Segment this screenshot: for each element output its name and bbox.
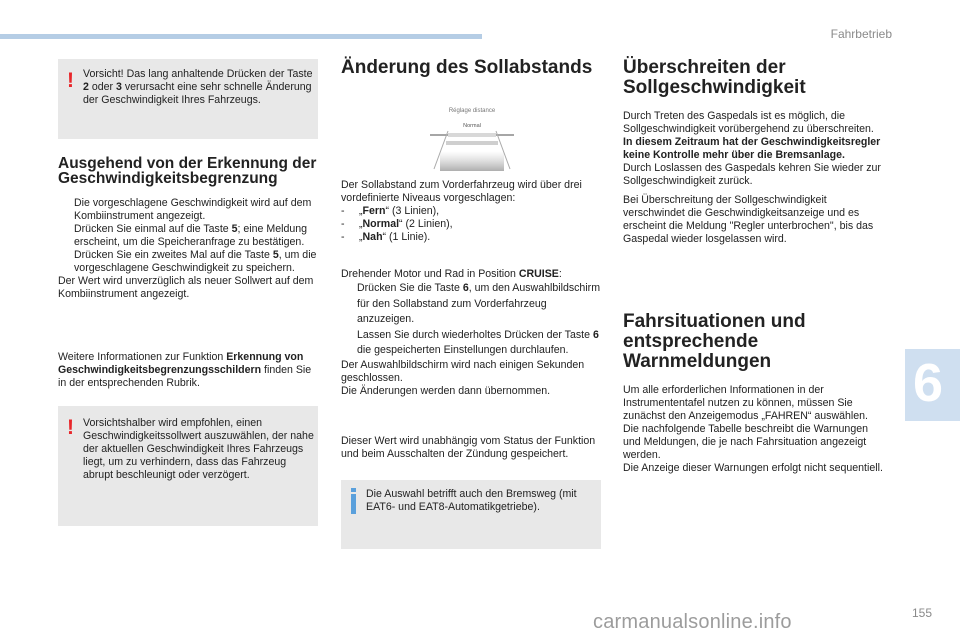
chapter-number: 6 — [913, 353, 944, 413]
exceed-speed-text: Durch Treten des Gaspedals ist es möglich, die Sollgeschwindigkeit vorübergehend zu überschreiten. In diesem Zeitraum hat der Geschwindigkeitsregler keine Kontrolle mehr über die Bremsanlage. Durch Loslassen des Gaspedals kehren Sie wieder zur Sollgeschwindigkeit zurück. Bei Überschreitung der Sollgeschwindigkeit verschwindet die Geschwindigkeitsanzeige und es erscheint die Meldung "Regler unterbrochen", bis das Gaspedal wieder losgelassen wird. — [623, 110, 881, 245]
list-item: Drücken Sie ein zweites Mal auf die Taste 5, um die vorgeschlagene Geschwindigkeit zu speichern. — [74, 249, 317, 274]
warning-icon: ! — [67, 69, 74, 92]
watermark: carmanualsonline.info — [593, 611, 792, 633]
section-title: Fahrbetrieb — [830, 27, 892, 41]
warning-box-precaution — [58, 406, 318, 526]
distance-intro: Der Sollabstand zum Vorderfahrzeug wird über drei vordefinierte Niveaus vorgeschlagen: - „Fern“ (3 Linien), - „Normal“ (2 Linien), - „Nah“ (1 Linie). — [341, 179, 596, 244]
distance-independent: Dieser Wert wird unabhängig vom Status der Funktion und beim Ausschalten der Zündung gespeichert. — [341, 435, 596, 460]
chapter-tab — [905, 349, 960, 421]
distance-procedure: Drehender Motor und Rad in Position CRUISE: Drücken Sie die Taste 6, um den Auswahlbildschirm für den Sollabstand zum Vorderfahrzeug anzuzeigen. Lassen Sie durch wiederholtes Drücken der Taste 6 die gespeicherten Einstellungen durchlaufen. Der Auswahlbildschirm wird nach einigen Sekunden geschlossen. Die Änderungen werden dann übernommen. — [341, 268, 603, 398]
warning-text: Vorsicht! Das lang anhaltende Drücken der Taste 2 oder 3 verursacht eine sehr schnelle Änderung der Geschwindigkeit Ihres Fahrzeugs. — [83, 68, 313, 106]
info-text: Die Auswahl betrifft auch den Bremsweg (mit EAT6- und EAT8-Automatikgetriebe). — [366, 488, 577, 513]
info-box-braking — [341, 480, 601, 549]
info-icon — [351, 494, 356, 514]
warning-box-long-press — [58, 59, 318, 139]
distance-setting-screen — [418, 103, 526, 175]
more-info-paragraph: Weitere Informationen zur Funktion Erkennung von Geschwindigkeitsbegrenzungsschildern finden Sie in der entsprechenden Rubrik. — [58, 351, 312, 389]
screen-mode: Normal — [463, 123, 481, 129]
distance-setting-illustration — [418, 103, 526, 175]
warning-text: Vorsichtshalber wird empfohlen, einen Geschwindigkeitssollwert auszuwählen, der nahe der aktuellen Geschwindigkeit Ihres Fahrzeugs liegt, um zu verhindern, dass das Fahrzeug abrupt beschleunigt oder verzögert. — [83, 417, 314, 481]
list-item: Drücken Sie einmal auf die Taste 5; eine Meldung erscheint, um die Speicheranfrage zu bestätigen. — [74, 223, 308, 248]
page-number: 155 — [912, 606, 933, 620]
list-item: - „Fern“ (3 Linien), — [341, 205, 440, 217]
heading-speed-limit-recognition: Ausgehend von der Erkennung der Geschwindigkeitsbegrenzung — [58, 155, 317, 187]
heading-distance-change: Änderung des Sollabstands — [341, 57, 593, 78]
paragraph: Der Wert wird unverzüglich als neuer Sollwert auf dem Kombiinstrument angezeigt. — [58, 275, 314, 300]
list-item: Die vorgeschlagene Geschwindigkeit wird auf dem Kombiinstrument angezeigt. — [74, 197, 312, 222]
list-item: - „Nah“ (1 Linie). — [341, 231, 431, 243]
list-item: Drücken Sie die Taste 6, um den Auswahlbildschirm für den Sollabstand zum Vorderfahrzeug anzuzeigen. — [357, 282, 601, 325]
warning-icon: ! — [67, 416, 74, 439]
heading-driving-situations: Fahrsituationen und entsprechende Warnmeldungen — [623, 311, 806, 372]
list-item: Lassen Sie durch wiederholtes Drücken der Taste 6 die gespeicherten Einstellungen durchlaufen. — [357, 328, 599, 356]
speed-limit-steps — [58, 197, 320, 301]
screen-title: Réglage distance — [448, 108, 496, 114]
header-accent-bar — [0, 34, 482, 39]
heading-exceed-speed: Überschreiten der Sollgeschwindigkeit — [623, 57, 806, 98]
driving-situations-text: Um alle erforderlichen Informationen in der Instrumententafel nutzen zu können, müssen Sie zunächst den Anzeigemodus „FAHREN“ auswählen. Die nachfolgende Tabelle beschreibt die Warnungen und Meldungen, die je nach Fahrsituation angezeigt werden. Die Anzeige dieser Warnungen erfolgt nicht sequentiell. — [623, 384, 883, 474]
list-item: - „Normal“ (2 Linien), — [341, 218, 453, 230]
